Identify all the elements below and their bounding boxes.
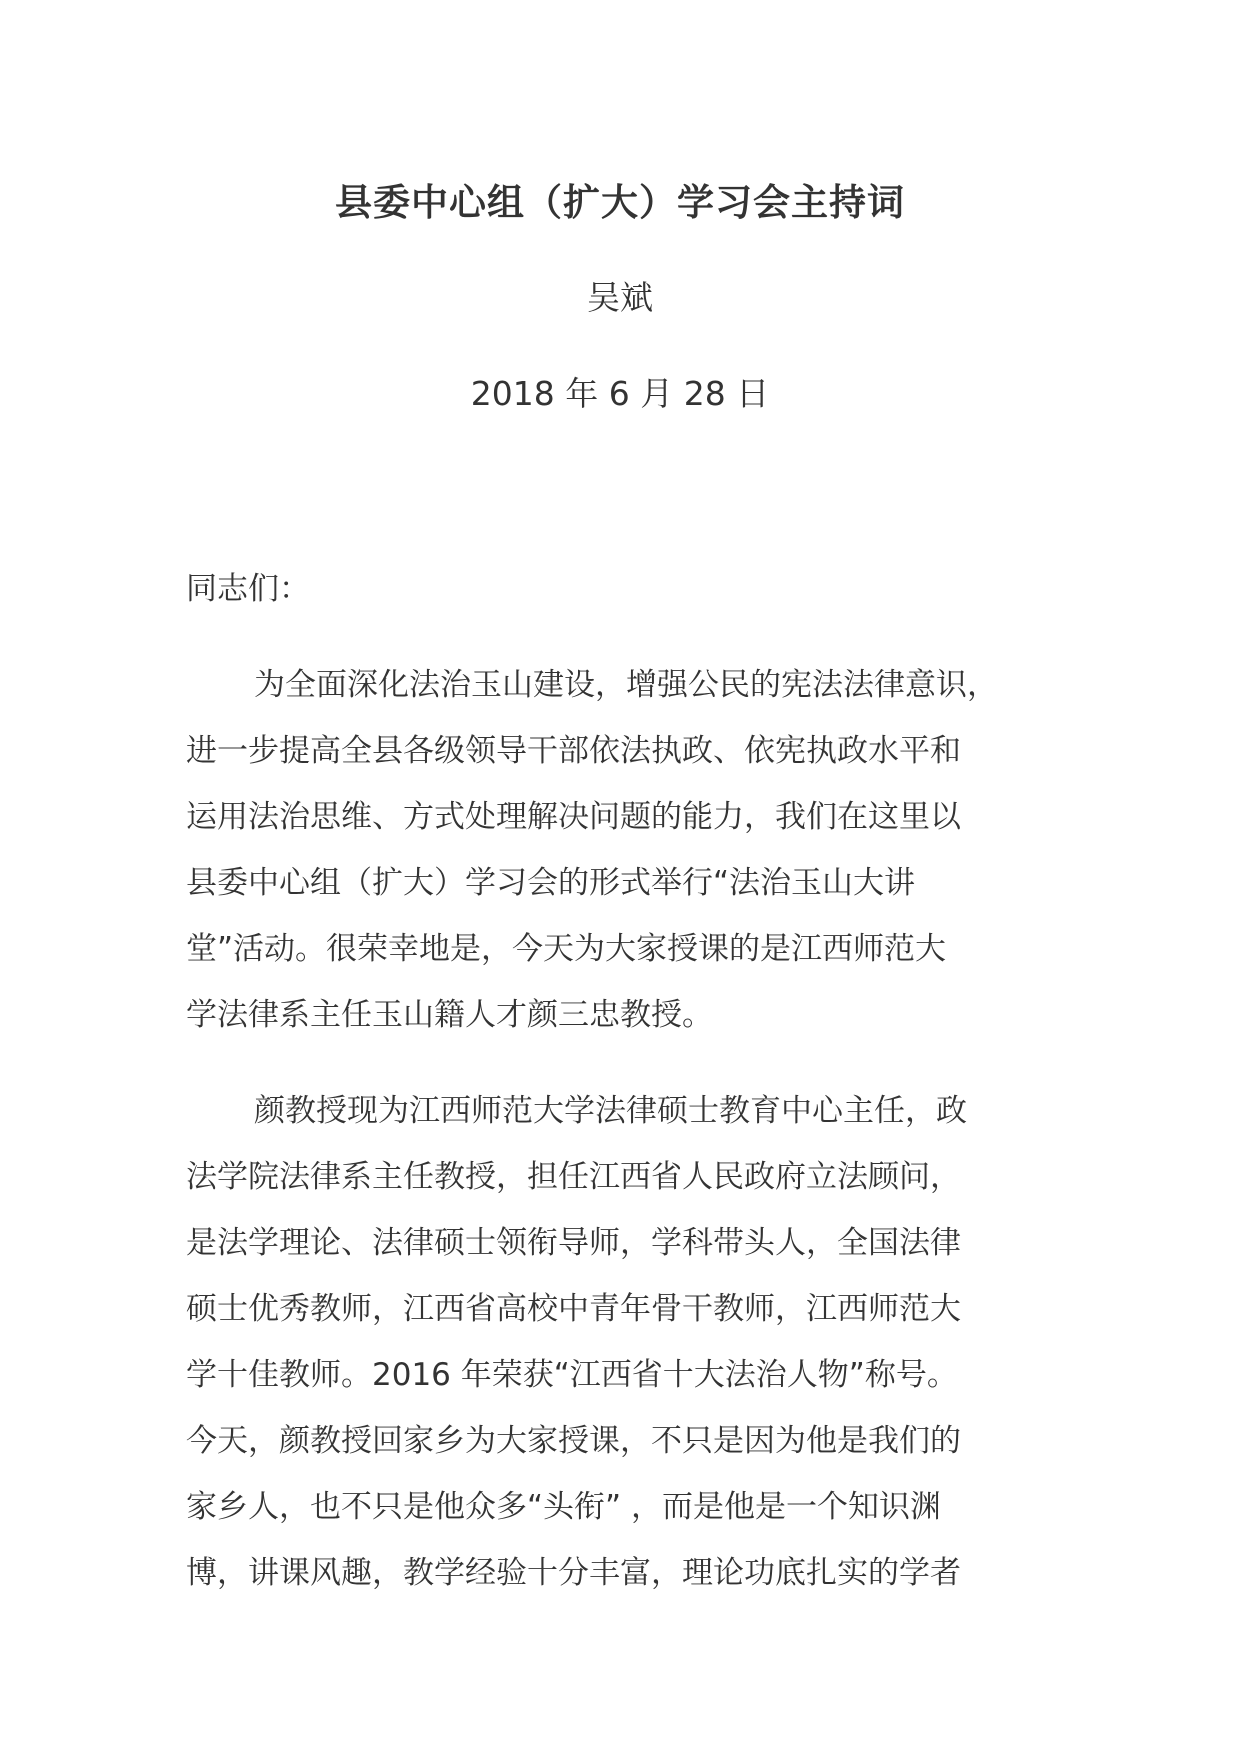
paragraph-line: 进一步提高全县各级领导干部依法执政、依宪执政水平和: [186, 733, 961, 769]
paragraph-line: 今天，颜教授回家乡为大家授课，不只是因为他是我们的: [186, 1423, 961, 1459]
paragraph-1: [186, 652, 1066, 1048]
paragraph-line: 法学院法律系主任教授，担任江西省人民政府立法顾问，: [186, 1159, 961, 1195]
paragraph-line: 运用法治思维、方式处理解决问题的能力，我们在这里以: [186, 799, 961, 835]
paragraph-line: 学十佳教师。2016 年荣获“江西省十大法治人物”称号。: [186, 1357, 958, 1393]
paragraph-spacer: [186, 622, 1066, 652]
paragraph-line: 为全面深化法治玉山建设，增强公民的宪法法律意识，: [254, 667, 998, 703]
paragraph-line: 堂”活动。很荣幸地是，今天为大家授课的是江西师范大: [186, 931, 947, 967]
document-author: 吴斌: [587, 278, 653, 317]
document-body: [186, 556, 1066, 1606]
paragraph-line: 学法律系主任玉山籍人才颜三忠教授。: [186, 997, 713, 1033]
salutation: 同志们：: [186, 571, 310, 607]
document-title: 县委中心组（扩大）学习会主持词: [335, 181, 905, 224]
paragraph-line: 颜教授现为江西师范大学法律硕士教育中心主任，政: [254, 1093, 967, 1129]
paragraph-spacer: [186, 1048, 1066, 1078]
paragraph-line: 硕士优秀教师，江西省高校中青年骨干教师，江西师范大: [186, 1291, 961, 1327]
paragraph-2: [186, 1078, 1066, 1606]
document-date: 2018 年 6 月 28 日: [470, 374, 770, 413]
paragraph-line: 是法学理论、法律硕士领衔导师，学科带头人，全国法律: [186, 1225, 961, 1261]
paragraph-line: 县委中心组（扩大）学习会的形式举行“法治玉山大讲: [186, 865, 916, 901]
paragraph-line: 博，讲课风趣，教学经验十分丰富，理论功底扎实的学者: [186, 1555, 961, 1591]
paragraph-line: 家乡人，也不只是他众多“头衔” ，而是他是一个知识渊: [186, 1489, 941, 1525]
